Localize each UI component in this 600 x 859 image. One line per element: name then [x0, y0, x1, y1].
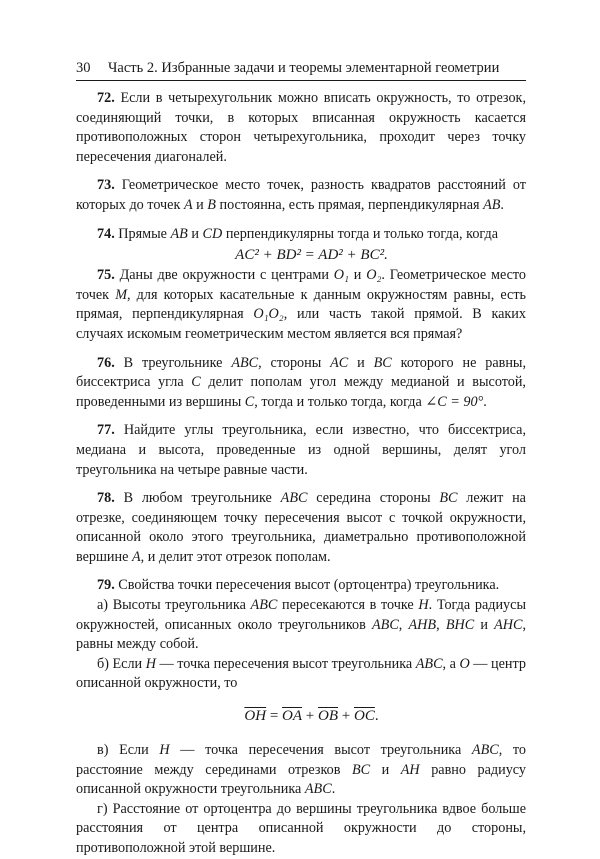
math-var: ABC: [372, 616, 399, 633]
page-content: [76, 89, 526, 859]
math-var: C: [191, 374, 201, 391]
formula-op: .: [374, 708, 379, 725]
problem-text: и: [348, 354, 374, 371]
problem-text: .: [331, 781, 336, 798]
math-var: ABC: [250, 597, 278, 614]
problem-73: [76, 176, 526, 215]
problem-number: 78.: [97, 490, 115, 507]
problem-79: [76, 576, 526, 596]
problem-text: равно радиусу описанной окружности треугольника: [76, 761, 526, 798]
problem-text: .: [500, 196, 504, 213]
problem-text: и: [187, 225, 203, 242]
problem-79-d: [76, 800, 526, 859]
problem-text: — точка пересечения высот треугольника: [155, 655, 416, 672]
problem-text: и: [474, 616, 495, 633]
formula-op: +: [302, 708, 319, 725]
math-var: ABC: [280, 490, 308, 507]
math-var: A: [183, 196, 193, 213]
math-var: AB: [483, 196, 501, 213]
problem-74: [76, 225, 526, 245]
problem-text: В треугольнике: [123, 354, 232, 371]
math-var: BC: [439, 490, 458, 507]
math-var: CD: [202, 225, 223, 242]
item-label: а): [97, 597, 113, 614]
problem-text: середина стороны: [307, 490, 440, 507]
problem-text: и: [192, 196, 208, 213]
math-var: O₁O₂: [253, 306, 284, 323]
math-var: AC: [330, 354, 349, 371]
formula-74: [76, 244, 526, 266]
problem-78: [76, 489, 526, 567]
problem-text: — точка пересечения высот треугольника: [169, 742, 472, 759]
problem-77: [76, 421, 526, 480]
math-var: AH: [400, 761, 420, 778]
formula-79b: [76, 705, 526, 727]
math-var: A: [131, 548, 141, 565]
math-var: BC: [373, 354, 392, 371]
problem-text: Геометрическое место точек, разность квадратов расстояний от которых до точек: [76, 177, 527, 213]
problem-text: Высоты треугольника: [112, 597, 251, 614]
problem-number: 75.: [97, 267, 115, 284]
math-var: O₂: [366, 267, 382, 284]
problem-75: [76, 266, 526, 344]
problem-text: , и делит этот отрезок пополам.: [140, 548, 331, 565]
running-title: Часть 2. Избранные задачи и теоремы элементарной геометрии: [108, 60, 500, 76]
item-label: б): [97, 655, 113, 672]
problem-text: . Тогда радиусы окружностей, описанных около треугольников: [76, 597, 526, 633]
running-header: [76, 58, 526, 78]
vector-oh: $\overline{OH}$: [244, 708, 267, 725]
problem-text: , или часть такой прямой. В каких случаях искомым геометрическим местом является вся прямая?: [76, 306, 526, 342]
problem-text: , а: [442, 655, 460, 672]
problem-text: постоянна, есть прямая, перпендикулярная: [215, 196, 484, 213]
problem-text: , тогда и только тогда, когда: [254, 393, 426, 410]
problem-text: В любом треугольнике: [123, 490, 281, 507]
item-label: г): [97, 800, 113, 817]
math-var: ABC: [304, 781, 332, 798]
problem-number: 74.: [97, 225, 115, 242]
problem-number: 77.: [97, 422, 115, 439]
math-var: BHC: [445, 616, 475, 633]
formula-op: =: [266, 708, 283, 725]
problem-79-c: [76, 741, 526, 800]
math-var: C: [244, 393, 255, 410]
math-var: ABC: [231, 354, 259, 371]
math-var: M: [115, 286, 128, 303]
problem-text: , стороны: [258, 354, 331, 371]
problem-text: которого не равны, биссектриса угла: [76, 354, 527, 391]
item-label: в): [97, 742, 120, 759]
math-var: H: [145, 655, 156, 672]
problem-number: 72.: [97, 90, 115, 106]
problem-72: [76, 89, 526, 167]
problem-text: делит пополам угол между медианой и высотой, проведенными из вершины: [76, 374, 526, 410]
formula-op: +: [338, 708, 354, 725]
problem-text: Если: [112, 655, 146, 672]
problem-text: Найдите углы треугольника, если известно, что биссектриса, медиана и высота, проведенные из одной вершины, делят угол треугольника на четыре равные части.: [76, 422, 526, 478]
formula-text: AC² + BD² = AD² + BC².: [235, 247, 388, 264]
problem-text: .: [483, 393, 487, 410]
math-var: BC: [351, 761, 371, 778]
math-var: H: [159, 742, 170, 759]
math-var: ∠C = 90°: [425, 393, 484, 410]
problem-number: 76.: [97, 354, 115, 371]
problem-text: , для которых касательные к данным окружностям равны, есть прямая, перпендикулярная: [76, 286, 526, 323]
problem-text: Свойства точки пересечения высот (ортоцентра) треугольника.: [118, 577, 500, 594]
problem-text: Если в четырехугольник можно вписать окружность, то отрезок, соединяющий точки, в которых вписанная окружность касается противоположных сторон четырехугольника, проходит через точку пересечения диагоналей.: [76, 90, 526, 165]
header-rule: [76, 80, 526, 81]
problem-text: — центр описанной окружности, то: [76, 655, 526, 692]
problem-text: . Геометрическое место точек: [76, 267, 527, 303]
problem-79-b: [76, 655, 526, 694]
math-var: AHC: [494, 616, 523, 633]
problem-79-a: [76, 596, 526, 655]
problem-text: Расстояние от ортоцентра до вершины треугольника вдвое больше расстояния от центра описанной окружности до стороны, противоположной этой вершине.: [76, 800, 527, 856]
problem-text: ,: [436, 616, 446, 633]
math-var: B: [207, 196, 216, 213]
problem-text: Даны две окружности с центрами: [119, 267, 334, 284]
vector-oa: $\overline{OA}$: [282, 708, 303, 725]
problem-text: перпендикулярны тогда и только тогда, когда: [222, 225, 499, 242]
problem-76: [76, 354, 526, 413]
vector-ob: $\overline{OB}$: [318, 708, 339, 725]
problem-text: , равны между собой.: [76, 616, 527, 653]
vector-oc: $\overline{OC}$: [353, 708, 375, 725]
problem-number: 73.: [97, 177, 115, 194]
problem-text: и: [348, 267, 367, 284]
math-var: H: [418, 597, 429, 614]
math-var: O₁: [333, 267, 349, 284]
problem-text: , то расстояние между серединами отрезков: [76, 742, 526, 778]
math-var: ABC: [415, 655, 443, 672]
problem-text: пересекаются в точке: [277, 597, 419, 614]
problem-text: ,: [398, 616, 409, 633]
math-var: ABC: [471, 742, 499, 759]
problem-text: Если: [119, 742, 160, 759]
page-number: 30: [76, 60, 91, 76]
math-var: O: [459, 655, 470, 672]
math-var: AHB: [408, 616, 437, 633]
problem-text: лежит на отрезке, соединяющем точку пересечения высот с точкой окружности, описанной около этого треугольника, диаметрально противоположной вершине: [76, 490, 526, 565]
problem-text: Прямые: [118, 225, 171, 242]
math-var: AB: [170, 225, 188, 242]
problem-text: и: [370, 761, 401, 778]
problem-number: 79.: [97, 577, 115, 594]
